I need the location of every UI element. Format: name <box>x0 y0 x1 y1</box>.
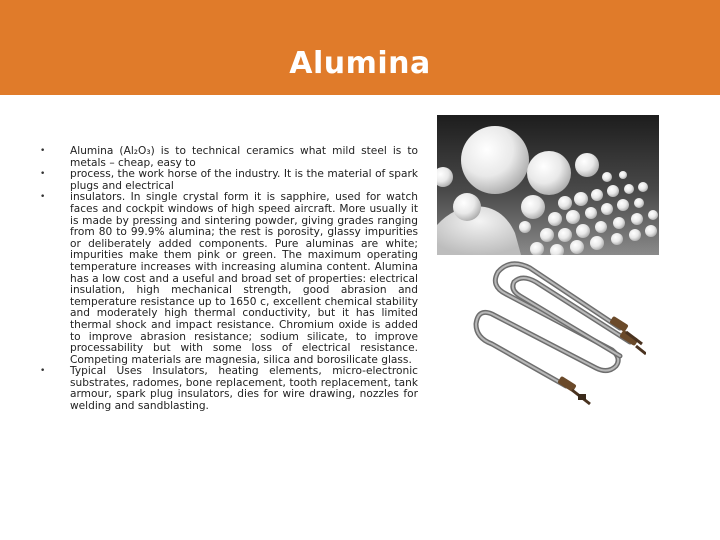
bullet-marker: • <box>40 192 46 203</box>
heating-element-image <box>470 258 646 418</box>
bullet-text: Typical Uses Insulators, heating elements, micro-electronic substrates, radomes, bone replacement, tooth replacement, tank armour, spark plug insulators, dies for wire drawing, nozzles for welding and sandblasting. <box>70 365 418 413</box>
bullet-marker: • <box>40 366 46 377</box>
bullet-item <box>40 366 418 412</box>
bullet-item <box>40 146 418 169</box>
bullet-marker: • <box>40 146 46 156</box>
bullet-marker: • <box>40 169 46 180</box>
bullet-item <box>40 169 418 192</box>
bullet-text: process, the work horse of the industry. It is the material of spark plugs and electrical <box>70 168 418 192</box>
bullet-text: Alumina (Al₂O₃) is to technical ceramics what mild steel is to metals – cheap, easy to <box>70 145 418 169</box>
bullet-text: insulators. In single crystal form it is sapphire, used for watch faces and cockpit windows of high speed aircraft. More usually it is made by pressing and sintering powder, giving grades ranging from 80 to 99.9% alumina; the rest is porosity, glassy impurities or deliberately added components. Pure aluminas are white; impurities make them pink or green. The maximum operating temperature increases with increasing alumina content. Alumina has a low cost and a useful and broad set of properties: electrical insulation, high mechanical strength, good abrasion and temperature resistance up to 1650 c, excellent chemical stability and moderately high thermal conductivity, but it has limited thermal shock and impact resistance. Chromium oxide is added to improve abrasion resistance; sodium silicate, to improve processability but with some loss of electrical resistance. Competing materials are magnesia, silica and borosilicate glass. <box>70 191 418 366</box>
bullet-item <box>40 192 418 366</box>
bullet-list <box>40 146 418 413</box>
slide-title: Alumina <box>289 46 431 81</box>
alumina-balls-photo <box>437 115 659 255</box>
